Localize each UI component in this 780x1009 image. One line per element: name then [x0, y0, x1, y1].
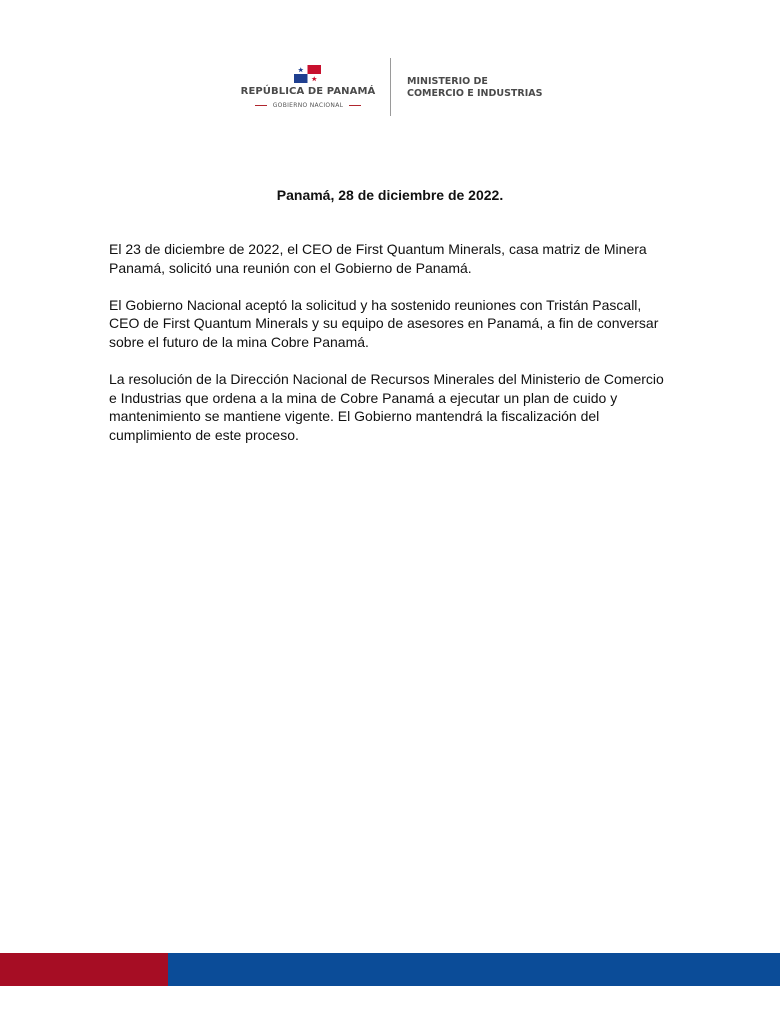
- panama-flag-icon: [294, 65, 321, 83]
- paragraph: El Gobierno Nacional aceptó la solicitud y ha sostenido reuniones con Tristán Pascall, CEO de First Quantum Minerals y su equipo de asesores en Panamá, a fin de conversar sobre el futuro de la mina Cobre Panamá.: [109, 296, 659, 350]
- government-subtitle: GOBIERNO NACIONAL: [272, 101, 344, 109]
- ministry-line-2: COMERCIO E INDUSTRIAS: [407, 88, 543, 99]
- government-title: REPÚBLICA DE PANAMÁ: [240, 86, 376, 97]
- subtitle-rule-right: [349, 105, 361, 106]
- document-date: Panamá, 28 de diciembre de 2022.: [276, 187, 504, 203]
- government-subtitle-row: [232, 100, 384, 110]
- ministry-line-1: MINISTERIO DE: [407, 76, 488, 87]
- government-logo-block: [232, 58, 384, 114]
- footer-red-segment: [0, 953, 168, 986]
- document-body: [109, 240, 669, 463]
- paragraph: El 23 de diciembre de 2022, el CEO de First Quantum Minerals, casa matriz de Minera Panamá, solicitó una reunión con el Gobierno de Panamá.: [109, 241, 647, 276]
- ministry-name: [407, 76, 542, 100]
- footer-color-bar: [0, 953, 780, 986]
- footer-blue-segment: [168, 953, 780, 986]
- letterhead-divider: [390, 58, 391, 116]
- letterhead: [0, 58, 780, 118]
- paragraph: La resolución de la Dirección Nacional de Recursos Minerales del Ministerio de Comercio e Industrias que ordena a la mina de Cobre Panamá a ejecutar un plan de cuido y mantenimiento se mantiene vigente. El Gobierno mantendrá la fiscalización del cumplimiento de este proceso.: [109, 371, 664, 443]
- subtitle-rule-left: [255, 105, 267, 106]
